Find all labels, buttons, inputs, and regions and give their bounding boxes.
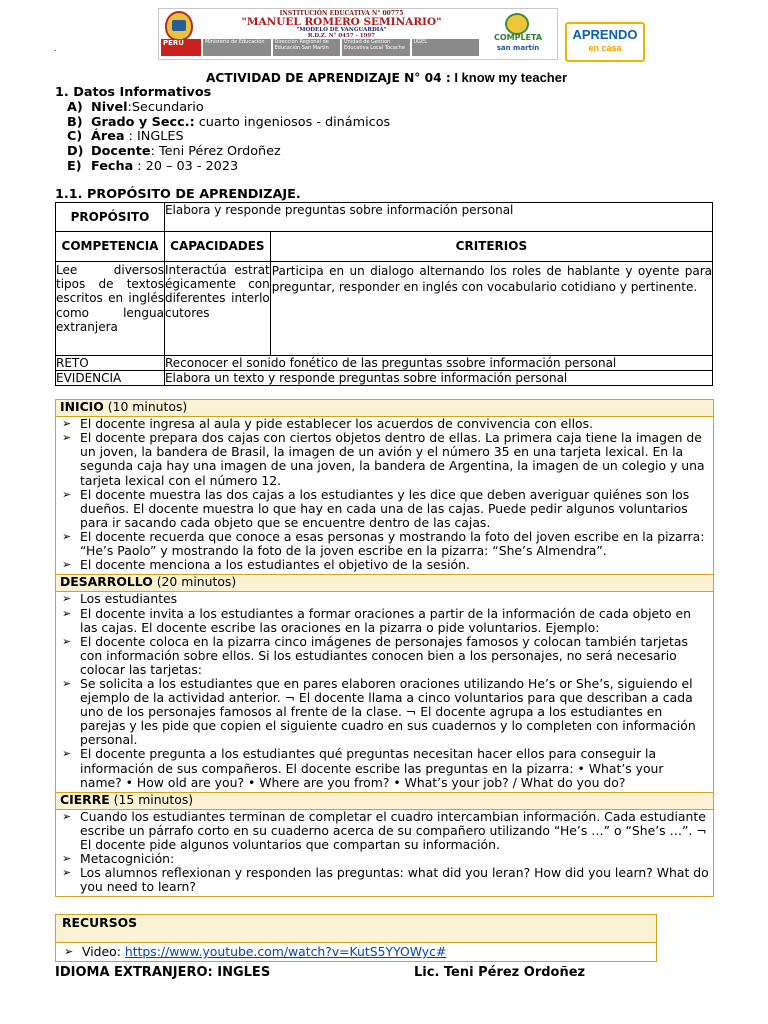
capacidades-value: Interactúa estratégicamente con diferentes interlocutores	[164, 262, 270, 356]
bar-ministerio: Ministerio de Educación	[203, 39, 271, 56]
stray-dot: .	[54, 44, 57, 53]
criterios-header: CRITERIOS	[270, 232, 712, 262]
datos-letter: C)	[67, 129, 83, 145]
competencia-header: COMPETENCIA	[56, 232, 165, 262]
government-bar	[161, 39, 479, 56]
secuencia-table	[55, 399, 714, 897]
proposito-value: Elabora y responde preguntas sobre información personal	[164, 203, 712, 232]
datos-label: Docente	[91, 144, 151, 160]
list-item: ➢ El docente coloca en la pizarra cinco imágenes de personajes famosos y colocan también tarjetas con información sobre ellos. Si los estudiantes conocen bien a los personajes, no será necesario colocar las tarjetas:	[60, 635, 709, 677]
datos-letter: D)	[67, 144, 84, 160]
datos-value: cuarto ingeniosos - dinámicos	[194, 114, 391, 130]
datos-heading: 1. Datos Informativos	[55, 85, 212, 100]
video-link[interactable]: https://www.youtube.com/watch?v=KutS5YYOWyc#	[124, 944, 447, 959]
footer-subject: IDIOMA EXTRANJERO: INGLES	[55, 965, 271, 980]
table-row	[56, 592, 714, 792]
proposito-label: PROPÓSITO	[56, 203, 165, 232]
datos-label: Nivel	[91, 99, 128, 115]
video-label: Video:	[82, 944, 125, 959]
datos-value: :Secundario	[127, 99, 204, 115]
capacidades-header: CAPACIDADES	[164, 232, 270, 262]
list-item: ➢ El docente prepara dos cajas con ciertos objetos dentro de ellas. La primera caja tiene la imagen de un joven, la bandera de Brasil, la imagen de un avión y el número 35 en una tarjeta lexical. En la segunda caja hay una imagen de una joven, la bandera de Argentina, la imagen de un colegio y una tarjeta lexical con el número 12.	[60, 431, 709, 487]
cierre-label: CIERRE	[60, 791, 110, 807]
datos-label: Fecha	[91, 158, 134, 174]
institution-motto: "MODELO DE VANGUARDIA"	[296, 27, 387, 34]
desarrollo-header	[56, 575, 714, 592]
aprendo-en-casa-logo	[565, 22, 645, 62]
inicio-list	[60, 417, 709, 572]
jornada-completa-logo	[487, 13, 549, 55]
cierre-list	[60, 810, 709, 895]
table-row	[56, 417, 714, 575]
list-item: ➢ El docente pregunta a los estudiantes qué preguntas necesitan hacer ellos para conseguir la información de sus compañeros. El docente escribe las preguntas en la pizarra: • What’s your name? • How old are you? • Where are you from? • What’s your job? / What do you do?	[60, 747, 709, 789]
bar-peru: PERÚ	[161, 39, 201, 56]
table-row	[56, 356, 713, 371]
table-row	[56, 943, 657, 962]
datos-row	[55, 101, 390, 116]
recursos-list	[62, 945, 650, 959]
desarrollo-time: (20 minutos)	[152, 574, 237, 590]
aprendo-text: APRENDO	[572, 27, 638, 42]
list-item: ➢ El docente ingresa al aula y pide establecer los acuerdos de convivencia con ellos.	[60, 417, 709, 431]
bar-dre: Dirección Regional de Educación San Martín	[273, 39, 341, 56]
datos-value: : Teni Pérez Ordoñez	[150, 144, 281, 160]
list-item: ➢ Metacognición:	[60, 852, 709, 866]
footer-teacher: Lic. Teni Pérez Ordoñez	[414, 965, 586, 980]
reto-value: Reconocer el sonido fonético de las preguntas ssobre información personal	[164, 356, 712, 371]
datos-letter: B)	[67, 114, 83, 130]
table-row	[56, 371, 713, 386]
list-item	[62, 945, 650, 959]
table-row	[56, 575, 714, 592]
title-main: ACTIVIDAD DE APRENDIZAJE N° 04 :	[206, 71, 451, 85]
datos-row	[55, 145, 390, 160]
sun-icon	[505, 13, 529, 35]
datos-value: : INGLES	[124, 129, 184, 145]
inicio-body	[56, 417, 714, 575]
logo-completa-text: COMPLETA	[493, 33, 543, 42]
page-title	[206, 70, 567, 85]
datos-letter: E)	[67, 158, 82, 174]
title-topic: I know my teacher	[450, 70, 568, 85]
table-row	[56, 262, 713, 356]
cierre-header	[56, 792, 714, 809]
table-row	[56, 232, 713, 262]
cierre-body	[56, 809, 714, 896]
inicio-header	[56, 400, 714, 417]
datos-label: Grado y Secc.:	[91, 114, 195, 130]
institution-name-block	[199, 11, 484, 40]
evidencia-label: EVIDENCIA	[56, 371, 165, 386]
list-item: ➢ Los alumnos reflexionan y responden las preguntas: what did you leran? How did you learn? What do you need to learn?	[60, 866, 709, 894]
table-row	[56, 400, 714, 417]
desarrollo-body	[56, 592, 714, 792]
datos-informativos	[55, 86, 390, 175]
reto-label: RETO	[56, 356, 165, 371]
table-row	[56, 792, 714, 809]
datos-label: Área	[91, 129, 125, 145]
datos-value: : 20 – 03 - 2023	[133, 158, 239, 174]
evidencia-value: Elabora un texto y responde preguntas sobre información personal	[164, 371, 712, 386]
list-item: ➢ El docente recuerda que conoce a esas personas y mostrando la foto del joven escribe en la pizarra: “He’s Paolo” y mostrando la foto de la joven escribe en la pizarra: “She’s Almendra”.	[60, 530, 709, 558]
institution-line: INSTITUCIÓN EDUCATIVA N° 00775	[279, 10, 404, 17]
recursos-body	[56, 943, 657, 962]
table-row	[56, 915, 657, 943]
recursos-table	[55, 914, 657, 962]
proposito-table	[55, 202, 713, 386]
list-item: ➢ Los estudiantes	[60, 592, 709, 606]
list-item: ➢ Cuando los estudiantes terminan de completar el cuadro intercambian información. Cada estudiante escribe un párrafo corto en su cuaderno acerca de su compañero utilizando “He’s …” o “She’s …”. ¬ El docente pide algunos voluntarios que compartan su información.	[60, 810, 709, 852]
list-item: ➢ El docente muestra las dos cajas a los estudiantes y les dice que deben averiguar quiénes son los dueños. El docente muestra lo que hay en cada una de las cajas. Puede pedir algunos voluntarios para ir sacando cada objeto que se encuentre dentro de las cajas.	[60, 488, 709, 530]
desarrollo-label: DESARROLLO	[60, 574, 153, 590]
logo-sanmartin-text: san martín	[496, 44, 540, 52]
datos-letter: A)	[67, 99, 83, 115]
list-item: ➢ El docente invita a los estudiantes a formar oraciones a partir de la información de cada objeto en las cajas. El docente escribe las oraciones en la pizarra o pide voluntarios. Ejemplo:	[60, 607, 709, 635]
institution-header	[158, 8, 558, 60]
datos-row	[55, 130, 390, 145]
cierre-time: (15 minutos)	[109, 791, 194, 807]
datos-row	[55, 160, 390, 175]
proposito-heading: 1.1. PROPÓSITO DE APRENDIZAJE.	[55, 187, 301, 202]
desarrollo-list	[60, 592, 709, 789]
school-crest-logo	[165, 11, 193, 41]
competencia-value: Lee diversos tipos de textos escritos en inglés como lengua extranjera	[56, 262, 165, 356]
list-item: ➢ Se solicita a los estudiantes que en pares elaboren oraciones utilizando He’s or She’s, siguiendo el ejemplo de la actividad anterior. ¬ El docente llama a cinco voluntarios para que describan a cada uno de los personajes famosos al frente de la clase. ¬ El docente agrupa a los estudiantes en parejas y les pide que copien el siguiente cuadro en sus cuadernos y lo completen con información personal.	[60, 677, 709, 747]
recursos-label: RECURSOS	[56, 915, 657, 943]
inicio-time: (10 minutos)	[103, 399, 188, 414]
criterios-value: Participa en un dialogo alternando los roles de hablante y oyente para preguntar, responder en inglés con vocabulario cotidiano y pertinente.	[270, 262, 712, 356]
inicio-label: INICIO	[60, 399, 104, 414]
bar-ugel: UGEL	[412, 39, 480, 56]
list-item: ➢ El docente menciona a los estudiantes el objetivo de la sesión.	[60, 558, 709, 572]
table-row	[56, 203, 713, 232]
table-row	[56, 809, 714, 896]
institution-rd: R.D.Z. N° 0457 - 1997	[307, 33, 376, 40]
bar-ugel-tocache: Unidad de Gestión Educativa Local Tocache	[342, 39, 410, 56]
en-casa-text: en casa	[588, 42, 622, 53]
institution-name: "MANUEL ROMERO SEMINARIO"	[241, 16, 442, 29]
